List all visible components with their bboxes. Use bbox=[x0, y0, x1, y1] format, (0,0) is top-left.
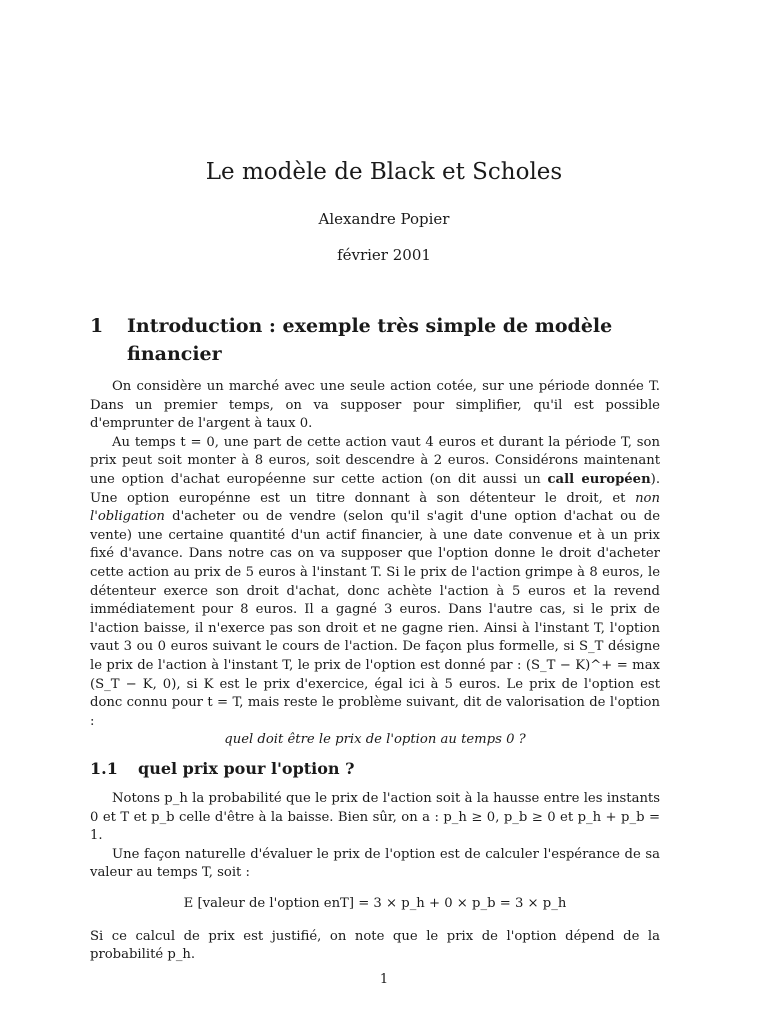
p2-bold-term: call européen bbox=[547, 471, 651, 487]
p2-text-b: ). Une option europénne est un titre donnant à son détenteur le droit, et bbox=[90, 471, 661, 506]
document-title: Le modèle de Black et Scholes bbox=[205, 159, 563, 185]
section-1-1-number: 1.1 bbox=[90, 759, 118, 778]
section-1-number: 1 bbox=[90, 315, 104, 337]
section-1-paragraph-2 bbox=[90, 434, 660, 732]
section-1-1-title: quel prix pour l'option ? bbox=[138, 759, 355, 778]
section-1-heading bbox=[90, 312, 660, 368]
section-1-body bbox=[90, 378, 660, 750]
section-1-1-paragraph-3: Si ce calcul de prix est justifié, on note que le prix de l'option dépend de la probabilité p_h. bbox=[90, 928, 660, 963]
expectation-formula: E [valeur de l'option enT] = 3 × p_h + 0 × p_b = 3 × p_h bbox=[183, 895, 567, 911]
p2-text-c: d'acheter ou de vendre (selon qu'il s'agit d'une option d'achat ou de vente) une certaine quantité d'un actif financier, à une date convenue et à un prix fixé d'avance. Dans notre cas on va supposer que l'option donne le droit d'acheter cette action au prix de 5 euros à l'instant T. Si le prix de l'action grimpe à 8 euros, le détenteur exerce son droit d'achat, donc achète l'action à 5 euros et la revend immédiatement pour 8 euros. Il a gagné 3 euros. Dans l'autre cas, si le prix de l'action baisse, il n'exerce pas son droit et ne gagne rien. Ainsi à l'instant T, l'option vaut 3 ou 0 euros suivant le cours de l'action. De façon plus formelle, si S_T désigne le prix de l'action à l'instant T, le prix de l'option est donné par : (S_T − K)^+ = max (S_T − K, 0), si K est le prix d'exercice, égal ici à 5 euros. Le prix de l'option est donc connu pour t = T, mais reste le problème suivant, dit de valorisation de l'option : bbox=[90, 509, 660, 729]
section-1-question: quel doit être le prix de l'option au temps 0 ? bbox=[224, 732, 526, 748]
document-date: février 2001 bbox=[337, 246, 431, 264]
section-1-paragraph-1: On considère un marché avec une seule action cotée, sur une période donnée T. Dans un premier temps, on va supposer pour simplifier, qu'il est possible d'emprunter de l'argent à taux 0. bbox=[90, 379, 660, 432]
section-1-1-body bbox=[90, 790, 660, 965]
p2-text-a: Au temps t = 0, une part de cette action vaut 4 euros et durant la période T, son prix peut soit monter à 8 euros, soit descendre à 2 euros. Considérons maintenant une option d'achat européenne sur cette action (on dit aussi un bbox=[90, 434, 660, 487]
section-1-1-heading bbox=[90, 758, 660, 780]
document-author: Alexandre Popier bbox=[318, 210, 450, 228]
section-1-1-paragraph-1: Notons p_h la probabilité que le prix de l'action soit à la hausse entre les instants 0 et T et p_b celle d'être à la baisse. Bien sûr, on a : p_h ≥ 0, p_b ≥ 0 et p_h + p_b = 1. bbox=[90, 791, 660, 844]
section-1-title: Introduction : exemple très simple de modèle financier bbox=[127, 315, 613, 365]
section-1-1-paragraph-2: Une façon naturelle d'évaluer le prix de l'option est de calculer l'espérance de sa valeur au temps T, soit : bbox=[90, 846, 660, 881]
page-number: 1 bbox=[379, 972, 389, 987]
p2-italic-term: non l'obligation bbox=[90, 490, 660, 525]
